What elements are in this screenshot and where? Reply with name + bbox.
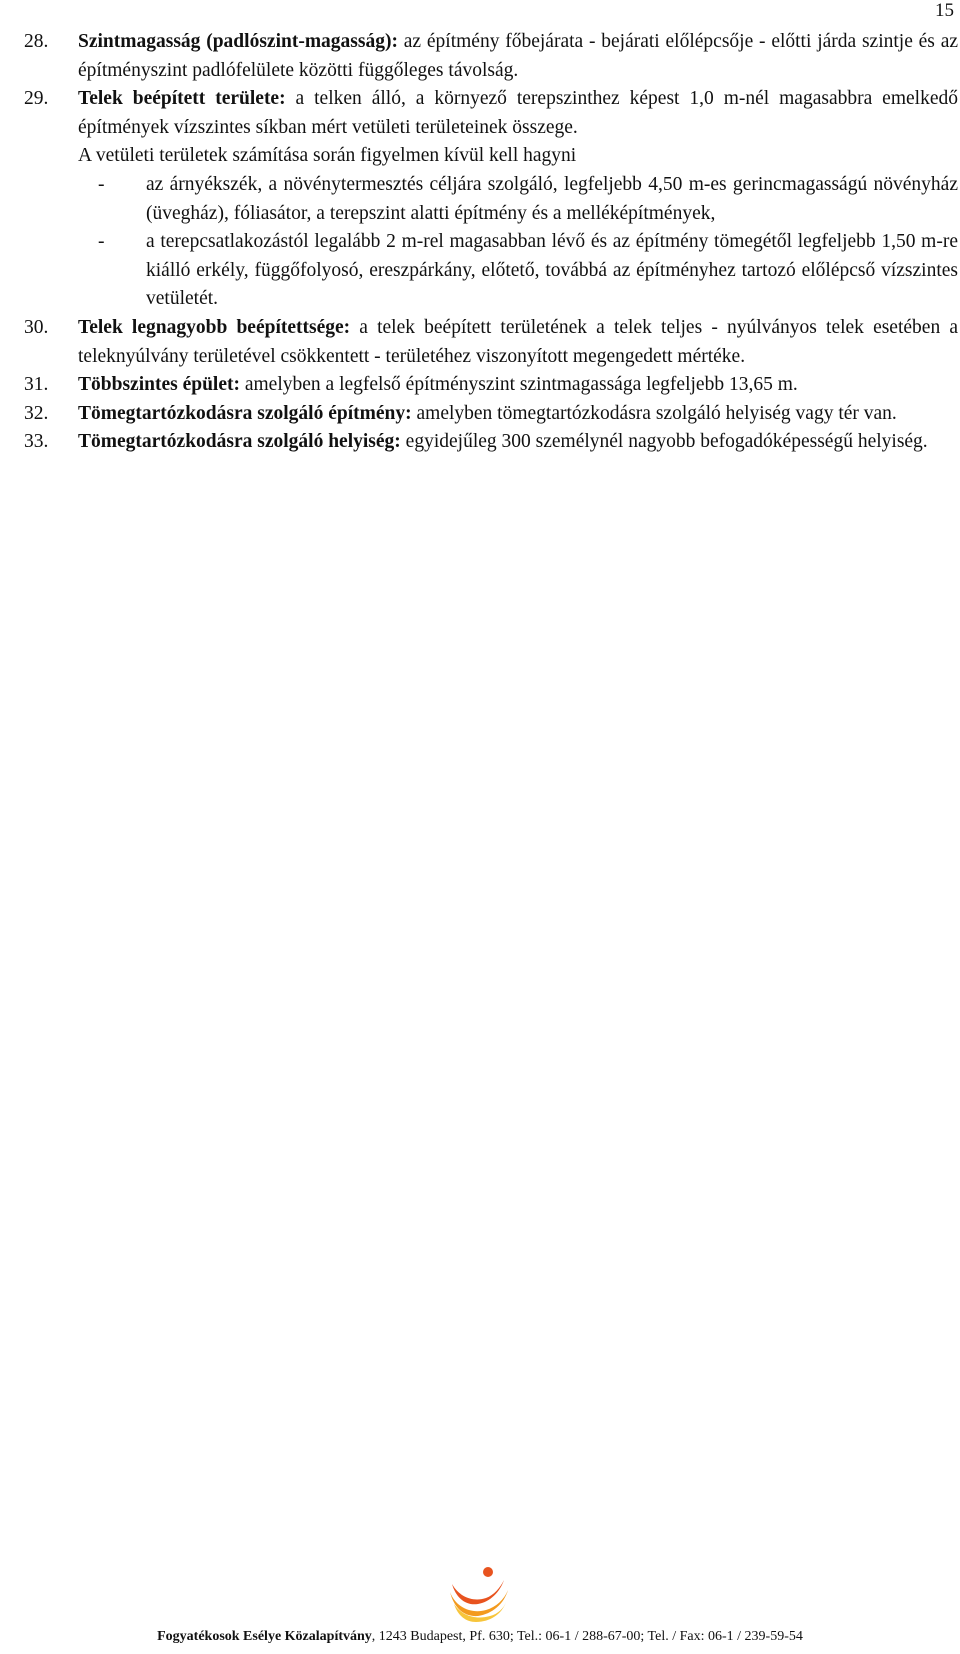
definition-item-30 — [24, 314, 958, 371]
list-item — [78, 171, 958, 228]
item-number: 33. — [24, 431, 49, 453]
item-text: az építmény főbejárata - bejárati előlépcsője - előtti járda szintje és az építményszint padlófelülete közötti függőleges távolság. — [78, 31, 958, 81]
definition-item-28 — [24, 28, 958, 85]
item-paragraph — [78, 428, 958, 457]
item-term: Telek beépített területe: — [78, 88, 286, 110]
item-paragraph — [78, 400, 958, 429]
item-text: egyidejűleg 300 személynél nagyobb befogadóképességű helyiség. — [400, 431, 928, 453]
item-paragraph — [78, 85, 958, 142]
item-text: a telken álló, a környező terepszinthez képest 1,0 m-nél magasabbra emelkedő építmények vízszintes síkban mért vetületi területeinek összege. — [78, 88, 958, 138]
item-number: 32. — [24, 402, 49, 424]
item-paragraph — [78, 371, 958, 400]
item-number: 30. — [24, 316, 49, 338]
item-text: a telek beépített területének a telek teljes - nyúlványos telek esetében a teleknyúlvány területével csökkentett - területéhez viszonyított megengedett mértéke. — [78, 316, 958, 367]
item-term: Többszintes épület: — [78, 374, 240, 396]
exclusion-list — [78, 171, 958, 314]
document-body — [24, 28, 958, 457]
item-term: Szintmagasság (padlószint-magasság): — [78, 31, 398, 52]
definition-item-33 — [24, 428, 958, 457]
page-footer — [0, 1562, 960, 1624]
item-number: 29. — [24, 88, 49, 110]
item-text: amelyben tömegtartózkodásra szolgáló helyiség vagy tér van. — [411, 402, 897, 424]
list-item-text: az árnyékszék, a növénytermesztés céljára szolgáló, legfeljebb 4,50 m-es gerincmagasságú növényház (üvegház), fóliasátor, a terepszint alatti építmény és a melléképítmények, — [146, 173, 958, 224]
definition-item-29 — [24, 85, 958, 314]
list-dash: - — [98, 173, 105, 195]
definition-item-32 — [24, 400, 958, 429]
foundation-logo-icon — [440, 1562, 520, 1624]
list-dash: - — [98, 231, 105, 253]
list-item — [78, 228, 958, 314]
footer-details: , 1243 Budapest, Pf. 630; Tel.: 06-1 / 288-67-00; Tel. / Fax: 06-1 / 239-59-54 — [371, 1629, 803, 1644]
item-paragraph-2: A vetületi területek számítása során figyelmen kívül kell hagyni — [78, 145, 577, 167]
list-item-text: a terepcsatlakozástól legalább 2 m-rel magasabban lévő és az építmény tömegétől legfeljebb 1,50 m-re kiálló erkély, függőfolyosó, ereszpárkány, előtető, továbbá az építményhez tartozó előlépcső vízszintes vetületét. — [146, 231, 958, 310]
item-term: Tömegtartózkodásra szolgáló helyiség: — [78, 431, 401, 453]
item-term: Telek legnagyobb beépítettsége: — [78, 316, 351, 338]
item-term: Tömegtartózkodásra szolgáló építmény: — [78, 402, 412, 424]
footer-contact-line — [0, 1628, 960, 1646]
item-paragraph — [78, 314, 958, 371]
footer-org-name: Fogyatékosok Esélye Közalapítvány — [157, 1629, 372, 1644]
page-number: 15 — [935, 0, 954, 21]
item-text: amelyben a legfelső építményszint szintmagassága legfeljebb 13,65 m. — [239, 374, 798, 396]
definition-item-31 — [24, 371, 958, 400]
item-paragraph — [78, 28, 958, 85]
item-number: 31. — [24, 374, 49, 396]
item-number: 28. — [24, 31, 49, 52]
